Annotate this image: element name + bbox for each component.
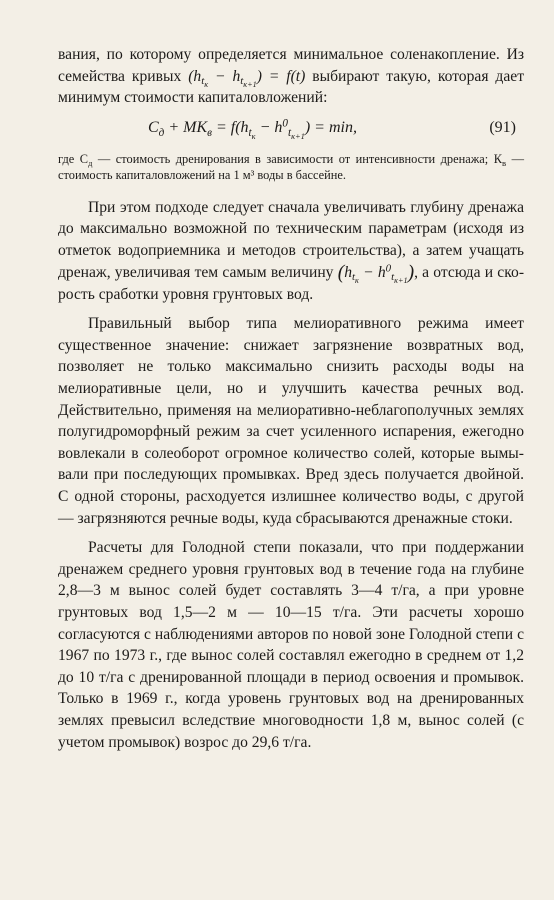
paragraph-4: Расчеты для Голодной степи показали, что при поддержании дренажем среднего уровня грунтовых вод в течение года на глубине 2,8—3 м вынос солей будет составлять 3—4 т/га, а при уровне грунтовых вод 1,5—2 м — 10—15 т/га. Эти расчеты хорошо согласуются с наблюдениями авторов по новой зоне Голодной степи с 1967 по 1973 г., где вынос солей составлял ежегодно в среднем от 1,2 до 10 т/га с дренированной площади в период освоения и промывок. Только в 1969 г., когда уровень грунтовых вод на дренированных землях превысил вследствие многоводности 1,8 м, вынос солей (с учетом промывок) возрос до 29,6 т/га.: [58, 539, 524, 751]
formula-91: [58, 111, 524, 145]
depth-difference-expression: $(h_{t_к} - h^0_{t_{к+1}})$: [337, 262, 415, 286]
paragraph-3: Правильный выбор типа мелиоративного режима имеет существенное значение: снижает загрязнение возвратных вод, позволяет не только максимально снизить расходы воды на мелиоративные цели, но и улучшить качества речных вод. Действительно, применяя на мелиоративно-неблагополучных землях полугидроморфный режим за счет усиленного испарения, ежегодно вовлекали в солеоборот огромное количество солей, которые вымывали при последующих промывках. Вред здесь получается двойной. С одной стороны, расходуется излишнее количество воды, с другой — загрязняются речные воды, куда сбрасываются дренажные стоки.: [58, 315, 524, 527]
curve-family-expression: $(h_{t_к} - h_{t_{к+1}}) = f(t)$: [188, 67, 306, 90]
p1-text-start: вания, по которому определяется минимальное соленакопление. Из семейства кривых: [58, 46, 524, 85]
equation-number: (91): [489, 118, 516, 136]
paragraph-2: При этом подходе следует сначала увеличивать глубину дренажа до максимально возможной по техническим параметрам (исходя из отметок водоприемника и методов строительства), а затем учащать дренаж, увеличивая тем самым величину $(h_{t_к} - h^0_{t_{к+1}})$, а отсюда и скорость сработки уровня грунтовых вод.: [58, 198, 525, 303]
paragraph-1: [58, 44, 524, 109]
p1-text-end: выбирают такую, которая дает минимум стоимости капиталовложений:: [58, 67, 525, 107]
formula-note: где $С_д$ — стоимость дренирования в зависимости от интенсивности дренажа; $К_в$ — стоимость капиталовложений на 1 м³ воды в бассейне.: [58, 151, 524, 182]
formula-expression: $С_д + МК_в = f(h_{t_к} - h^0_{t_{к+1}}) = \min$,: [148, 117, 357, 141]
